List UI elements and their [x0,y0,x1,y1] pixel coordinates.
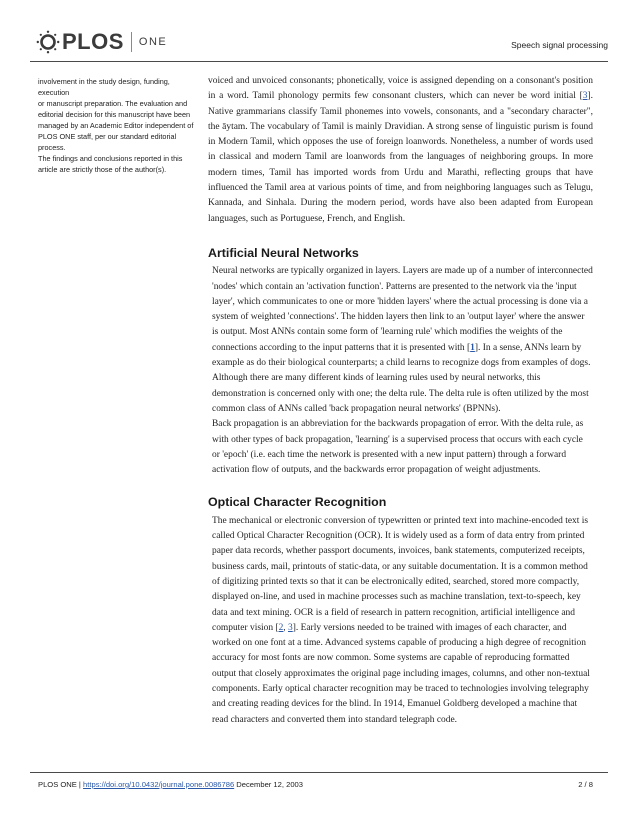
footer-divider [30,772,608,773]
plos-sun-icon [36,30,60,54]
page-number: 2 / 8 [578,780,593,789]
citation-link[interactable]: 1 [470,342,475,353]
footer-journal: PLOS ONE | [38,780,84,789]
running-head: Speech signal processing [511,40,608,50]
ann-paragraph-1: Neural networks are typically organized in layers. Layers are made up of a number of interconnected 'nodes' which contain an 'activation function'. Patterns are presented to the network via the 'input layer', which communicates to one or more 'hidden layers' where the actual processing is done via a system of weighted 'connections'. The hidden layers then link to an 'output layer' where the answer is output. Most ANNs contain some form of 'learning rule' which modifies the weights of the connections according to the input patterns that it is presented with [1]. In a sense, ANNs learn by example as do their biological counterparts; a child learns to recognize dogs from examples of dogs. Although there are many different kinds of learning rules used by neural networks, this demonstration is concerned only with one; the delta rule. The delta rule is often utilized by the most common class of ANNs called 'back propagation neural networks' (BPNNs). [212,266,593,414]
page-header [30,24,608,60]
section-heading-ocr: Optical Character Recognition [208,495,387,510]
citation-link[interactable]: 2 [278,622,284,633]
sidenote-line: The findings and conclusions reported in this [38,154,183,163]
footer-date: December 12, 2003 [234,780,303,789]
logo-separator [131,32,132,52]
ann-section [208,264,593,478]
doi-link[interactable]: https://doi.org/10.0432/journal.pone.0086786 [83,780,235,789]
sidenote-line: or manuscript preparation. The evaluation and [38,99,188,108]
section-heading-ann: Artificial Neural Networks [208,245,359,260]
header-divider [30,61,608,62]
sidenote-line: managed by an Academic Editor independent of [38,121,194,130]
ann-paragraph-2: Back propagation is an abbreviation for the backwards propagation of error. With the delta rule, as with other types of back propagation, 'learning' is a supervised process that occurs with each cycle or 'epoch' (i.e. each time the network is presented with a new input pattern) through a forward activation flow of outputs, and the backwards error propagation of weight adjustments. [212,419,584,476]
intro-paragraph: voiced and unvoiced consonants; phonetically, voice is assigned depending on a consonant's position in a word. Tamil phonology permits few consonant clusters, which can never be word initial [3]. Native grammarians classify Tamil phonemes into vowels, consonants, and a "secondary character", the āytam. The vocabulary of Tamil is mainly Dravidian. A strong sense of linguistic purism is found in Modern Tamil, which opposes the use of foreign loanwords. Nonetheless, a number of words used in classical and modern Tamil are loanwords from the languages of neighboring groups. In more modern times, Tamil has imported words from Urdu and Marathi, reflecting groups that have influenced the Tamil area at various points of time, and from neighboring languages such as Telugu, Kannada, and Sinhala. During the modern period, words have also been adapted from European languages, such as Portuguese, French, and English. [208,76,593,224]
logo-plos-text: PLOS [62,29,124,54]
sidenote-line: editorial decision for this manuscript have been [38,110,191,119]
logo-one-text: ONE [138,36,168,48]
ocr-paragraph: The mechanical or electronic conversion of typewritten or printed text into machine-encoded text is called Optical Character Recognition (OCR). It is widely used as a form of data entry from printed paper data records, whether passport documents, invoices, bank statements, computerized receipts, business cards, mail, printouts of static-data, or any suitable documentation. It is a common method of digitizing printed texts so that it can be electronically edited, searched, stored more compactly, displayed on-line, and used in machine processes such as machine translation, text-to-speech, key data and text mining. OCR is a field of research in pattern recognition, artificial intelligence and computer vision [2, 3]. Early versions needed to be trained with images of each character, and worked on one font at a time. Advanced systems capable of producing a high degree of recognition accuracy for most fonts are now common. Some systems are capable of reproducing formatted output that closely approximates the original page including images, columns, and other non-textual components. Early optical character recognition may be traced to technologies involving telegraphy and creating reading devices for the blind. In 1914, Emanuel Goldberg developed a machine that read characters and converted them into standard telegraph code. [212,515,590,725]
page-footer [38,780,593,789]
sidenote-line: involvement in the study design, funding, execution [38,77,170,97]
sidenote-line: PLOS ONE staff, per our standard editorial process. [38,132,177,152]
ocr-section [208,514,593,728]
competing-interests-sidenote [38,76,198,175]
citation-link[interactable]: 3 [582,91,588,102]
plos-one-logo[interactable] [36,28,167,56]
article-body [208,74,593,728]
sidenote-line: article are strictly those of the author(s). [38,165,167,174]
citation-link[interactable]: 3 [288,622,293,633]
